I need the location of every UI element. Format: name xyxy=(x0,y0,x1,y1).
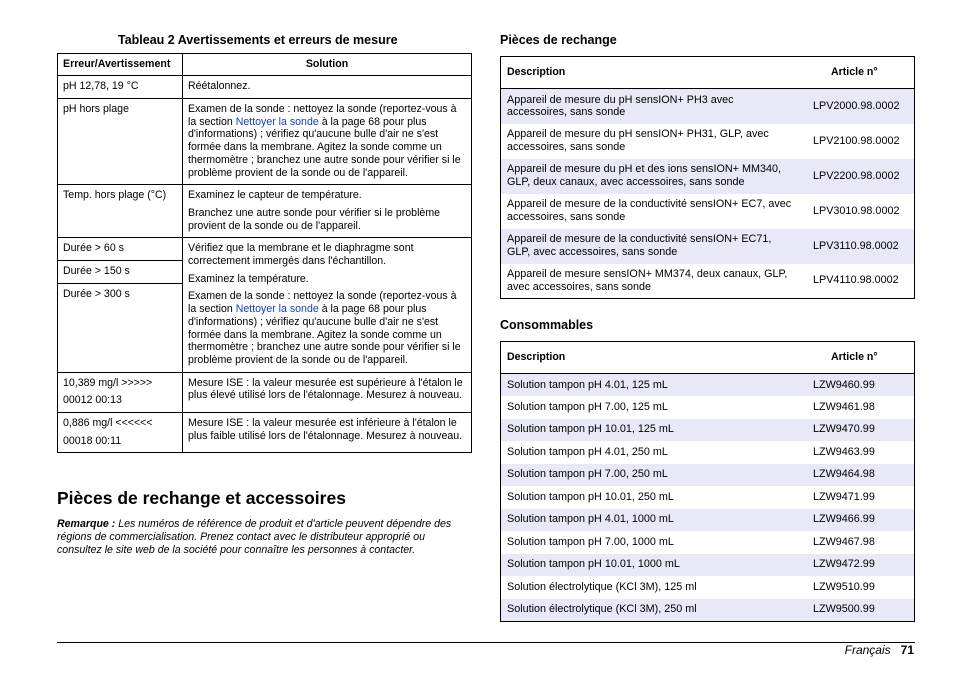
solution-text: Examinez la température. xyxy=(188,272,309,285)
consumables-table xyxy=(500,341,915,622)
article-cell: LZW9470.99 xyxy=(801,419,915,442)
solution-text: Examinez le capteur de température. xyxy=(188,189,362,202)
consumables-title: Consommables xyxy=(500,318,594,332)
error-text: 00018 00:11 xyxy=(63,434,122,447)
solution-cell: Mesure ISE : la valeur mesurée est supérieure à l'étalon le plus élevé utilisé lors de l'étalonnage. Mesurez à nouveau. xyxy=(183,372,472,412)
page-footer xyxy=(845,643,914,657)
table-row xyxy=(501,599,915,622)
solution-cell xyxy=(183,99,472,185)
description-cell: Appareil de mesure de la conductivité sensION+ EC7, avec accessoires, sans sonde xyxy=(507,198,792,223)
table-row xyxy=(501,159,915,194)
article-cell: LZW9460.99 xyxy=(801,374,915,397)
table-row xyxy=(501,396,915,419)
article-cell: LZW9463.99 xyxy=(813,445,875,458)
article-cell: LZW9510.99 xyxy=(813,580,875,593)
error-cell: Durée > 300 s xyxy=(58,284,183,372)
solution-cell: Mesure ISE : la valeur mesurée est inférieure à l'étalon le plus faible utilisé lors de l'étalonnage. Mesurez à nouveau. xyxy=(183,413,472,453)
clean-probe-link[interactable]: Nettoyer la sonde xyxy=(235,303,319,316)
error-cell xyxy=(58,372,183,412)
table-row xyxy=(501,89,915,124)
table-row xyxy=(501,554,915,577)
footer-language: Français xyxy=(844,643,891,657)
solution-text: à la page 68 pour plus d'informations) ; vérifiez qu'aucune bulle d'air ne s'est formée dans la membrane. Agitez la sonde comme un thermomètre ; branchez une autre sonde pour vérifier si le problème provient de la sonde ou de l'appareil. xyxy=(188,115,461,179)
description-cell: Appareil de mesure du pH et des ions sensION+ MM340, GLP, deux canaux, avec accessoires, sans sonde xyxy=(501,159,802,194)
description-cell: Solution tampon pH 10.01, 1000 mL xyxy=(501,554,802,577)
clean-probe-link[interactable]: Nettoyer la sonde xyxy=(235,115,319,128)
spares-table xyxy=(500,56,915,299)
error-cell: Temp. hors plage (°C) xyxy=(58,185,183,238)
solution-text: Examen de la sonde : nettoyez la sonde (reportez-vous à la section Nettoyer la sonde à la page 68 pour plus d'informations) ; vérifiez qu'aucune bulle d'air ne s'est formée dans la membrane. Agitez la sonde comme un thermomètre ; branchez une autre sonde pour vérifier si le problème provient de la sonde ou de l'appareil. xyxy=(188,290,461,366)
article-cell: LPV4110.98.0002 xyxy=(813,274,899,287)
description-cell: Solution tampon pH 4.01, 1000 mL xyxy=(501,509,802,532)
description-cell: Solution tampon pH 7.00, 1000 mL xyxy=(507,535,674,548)
table-row xyxy=(58,185,472,238)
note-paragraph xyxy=(57,518,472,556)
article-cell: LPV2100.98.0002 xyxy=(813,134,900,147)
article-cell: LZW9461.98 xyxy=(813,400,875,413)
description-cell: Solution électrolytique (KCl 3M), 250 ml xyxy=(501,599,802,622)
warnings-table xyxy=(57,53,472,453)
description-cell: Appareil de mesure du pH sensION+ PH31, GLP, avec accessoires, sans sonde xyxy=(507,128,769,153)
article-cell: LPV2000.98.0002 xyxy=(801,89,915,124)
article-cell: LZW9466.99 xyxy=(801,509,915,532)
table-row xyxy=(501,441,915,464)
table-row xyxy=(58,413,472,453)
header-description: Description xyxy=(501,342,802,374)
table-header-row xyxy=(501,342,915,374)
header-article: Article n° xyxy=(801,57,915,89)
description-cell: Solution tampon pH 4.01, 125 mL xyxy=(501,374,802,397)
article-cell: LZW9472.99 xyxy=(801,554,915,577)
solution-text: Examen de la sonde : nettoyez la sonde (reportez-vous à la section xyxy=(188,103,457,128)
table-row xyxy=(58,372,472,412)
page-number: 71 xyxy=(900,643,914,657)
table-row xyxy=(501,374,915,397)
note-text: Les numéros de référence de produit et d'article peuvent dépendre des régions de commercialisation. Prenez contact avec le distributeur approprié ou consultez le site web de la société pour connaître les personnes à contacter. xyxy=(57,518,452,556)
table-row xyxy=(501,486,915,509)
description-cell: Appareil de mesure de la conductivité sensION+ EC71, GLP, avec accessoires, sans sonde xyxy=(501,229,802,264)
header-article: Article n° xyxy=(801,342,915,374)
table-row xyxy=(501,419,915,442)
table-row xyxy=(501,509,915,532)
table-row xyxy=(501,531,915,554)
error-cell xyxy=(58,413,183,453)
article-cell: LPV2200.98.0002 xyxy=(801,159,915,194)
article-cell: LZW9500.99 xyxy=(801,599,915,622)
table-row xyxy=(501,264,915,299)
header-solution: Solution xyxy=(183,54,472,76)
solution-cell xyxy=(183,185,472,238)
error-cell: pH 12,78, 19 °C xyxy=(58,76,183,99)
table-caption: Tableau 2 Avertissements et erreurs de mesure xyxy=(118,33,398,47)
solution-text: Vérifiez que la membrane et le diaphragme sont correctement immergés dans l'échantillon. xyxy=(188,242,414,268)
table-header-row xyxy=(58,54,472,76)
footer-rule xyxy=(57,642,915,643)
error-cell: pH hors plage xyxy=(58,99,183,185)
table-row xyxy=(501,464,915,487)
error-text: 0,886 mg/l <<<<<< xyxy=(63,417,153,430)
description-cell: Solution tampon pH 7.00, 250 mL xyxy=(501,464,802,487)
solution-text: Branchez une autre sonde pour vérifier si le problème provient de la sonde ou de l'appareil. xyxy=(188,206,441,232)
solution-cell: Réétalonnez. xyxy=(183,76,472,99)
error-cell: Durée > 60 s xyxy=(58,238,183,261)
error-cell: Durée > 150 s xyxy=(58,261,183,284)
description-cell: Solution tampon pH 4.01, 250 mL xyxy=(507,445,668,458)
table-row xyxy=(58,99,472,185)
solution-cell xyxy=(183,238,472,372)
table-row xyxy=(501,576,915,599)
note-label: Remarque : xyxy=(57,518,116,530)
header-description: Description xyxy=(501,57,802,89)
description-cell: Solution tampon pH 10.01, 250 mL xyxy=(507,490,674,503)
description-cell: Appareil de mesure sensION+ MM374, deux canaux, GLP, avec accessoires, sans sonde xyxy=(507,268,788,293)
description-cell: Solution électrolytique (KCl 3M), 125 ml xyxy=(507,580,697,593)
article-cell: LZW9464.98 xyxy=(801,464,915,487)
section-heading: Pièces de rechange et accessoires xyxy=(57,488,346,508)
table-header-row xyxy=(501,57,915,89)
table-row xyxy=(501,124,915,159)
error-text: 00012 00:13 xyxy=(63,394,122,407)
table-row xyxy=(58,76,472,99)
article-cell: LPV3110.98.0002 xyxy=(801,229,915,264)
description-cell: Appareil de mesure du pH sensION+ PH3 avec accessoires, sans sonde xyxy=(501,89,802,124)
table-row xyxy=(501,229,915,264)
description-cell: Solution tampon pH 10.01, 125 mL xyxy=(501,419,802,442)
table-row xyxy=(501,194,915,229)
spares-title: Pièces de rechange xyxy=(500,33,617,47)
table-row xyxy=(58,238,472,261)
article-cell: LZW9467.98 xyxy=(813,535,875,548)
header-error: Erreur/Avertissement xyxy=(58,54,183,76)
description-cell: Solution tampon pH 7.00, 125 mL xyxy=(507,400,668,413)
error-text: 10,389 mg/l >>>>> xyxy=(63,376,153,389)
article-cell: LZW9471.99 xyxy=(813,490,875,503)
article-cell: LPV3010.98.0002 xyxy=(813,204,900,217)
